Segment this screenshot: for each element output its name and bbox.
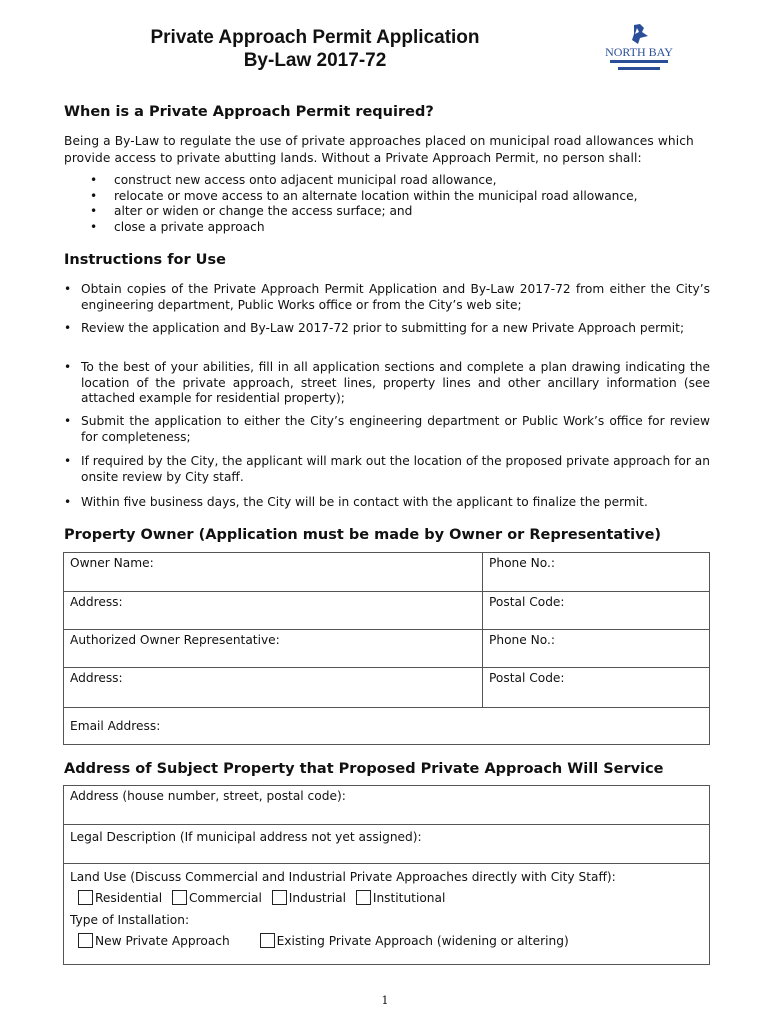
owner-address-field[interactable]: Address:: [64, 592, 483, 630]
land-use-field: Land Use (Discuss Commercial and Industrial Private Approaches directly with City Staff): Residential Commercial Industrial Institutional: [70, 870, 616, 905]
installation-type-field: Type of Installation: New Private Approach Existing Private Approach (widening or altering): [70, 913, 569, 948]
existing-approach-checkbox[interactable]: Existing Private Approach (widening or altering): [260, 933, 569, 948]
instruction-item: • Obtain copies of the Private Approach Permit Application and By-Law 2017-72 from either the City’s engineering department, Public Works office or from the City’s web site;: [64, 282, 710, 312]
north-bay-logo: [604, 22, 674, 74]
owner-phone-field[interactable]: Phone No.:: [483, 553, 710, 592]
title-line-1: Private Approach Permit Application: [150, 27, 480, 48]
residential-checkbox[interactable]: Residential: [78, 890, 162, 905]
email-field[interactable]: Email Address:: [64, 708, 710, 745]
new-approach-checkbox[interactable]: New Private Approach: [78, 933, 230, 948]
instruction-item: • To the best of your abilities, fill in all application sections and complete a plan drawing indicating the location of the private approach, street lines, property lines and other ancillary information (see attached example for residential property);: [64, 360, 710, 405]
industrial-checkbox[interactable]: Industrial: [272, 890, 346, 905]
owner-heading: Property Owner (Application must be made by Owner or Representative): [64, 527, 662, 543]
when-heading: When is a Private Approach Permit required?: [64, 104, 434, 120]
instruction-item: • If required by the City, the applicant will mark out the location of the proposed private approach for an onsite review by City staff.: [64, 454, 710, 484]
list-item: • construct new access onto adjacent municipal road allowance,: [88, 173, 637, 189]
representative-field[interactable]: Authorized Owner Representative:: [64, 630, 483, 668]
title-line-2: By-Law 2017-72: [243, 50, 387, 71]
commercial-checkbox[interactable]: Commercial: [172, 890, 262, 905]
owner-name-field[interactable]: Owner Name:: [64, 553, 483, 592]
subject-heading: Address of Subject Property that Proposed Private Approach Will Service: [64, 761, 664, 777]
owner-postal-code-field[interactable]: Postal Code:: [483, 592, 710, 630]
owner-table: [63, 552, 710, 745]
page-number: 1: [381, 994, 389, 1007]
logo-text: NORTH BAY: [605, 45, 673, 59]
logo-icon: [604, 22, 674, 74]
document-title: [0, 26, 630, 72]
list-item: • alter or widen or change the access surface; and: [88, 204, 637, 220]
when-list: [88, 173, 637, 235]
legal-description-field[interactable]: Legal Description (If municipal address not yet assigned):: [64, 825, 709, 864]
institutional-checkbox[interactable]: Institutional: [356, 890, 446, 905]
instruction-item: • Within five business days, the City will be in contact with the applicant to finalize the permit.: [64, 495, 648, 509]
list-item: • relocate or move access to an alternate location within the municipal road allowance,: [88, 189, 637, 205]
when-intro: Being a By-Law to regulate the use of private approaches placed on municipal road allowances which provide access to private abutting lands. Without a Private Approach Permit, no person shall:: [64, 134, 694, 165]
subject-box: [63, 785, 710, 965]
representative-address-field[interactable]: Address:: [64, 668, 483, 708]
representative-postal-code-field[interactable]: Postal Code:: [483, 668, 710, 708]
instructions-heading: Instructions for Use: [64, 252, 226, 268]
instruction-item: • Review the application and By-Law 2017-72 prior to submitting for a new Private Approach permit;: [64, 321, 685, 335]
representative-phone-field[interactable]: Phone No.:: [483, 630, 710, 668]
subject-address-field[interactable]: Address (house number, street, postal code):: [64, 786, 709, 825]
list-item: • close a private approach: [88, 220, 637, 236]
instruction-item: • Submit the application to either the City’s engineering department or Public Work’s office for review for completeness;: [64, 414, 710, 444]
